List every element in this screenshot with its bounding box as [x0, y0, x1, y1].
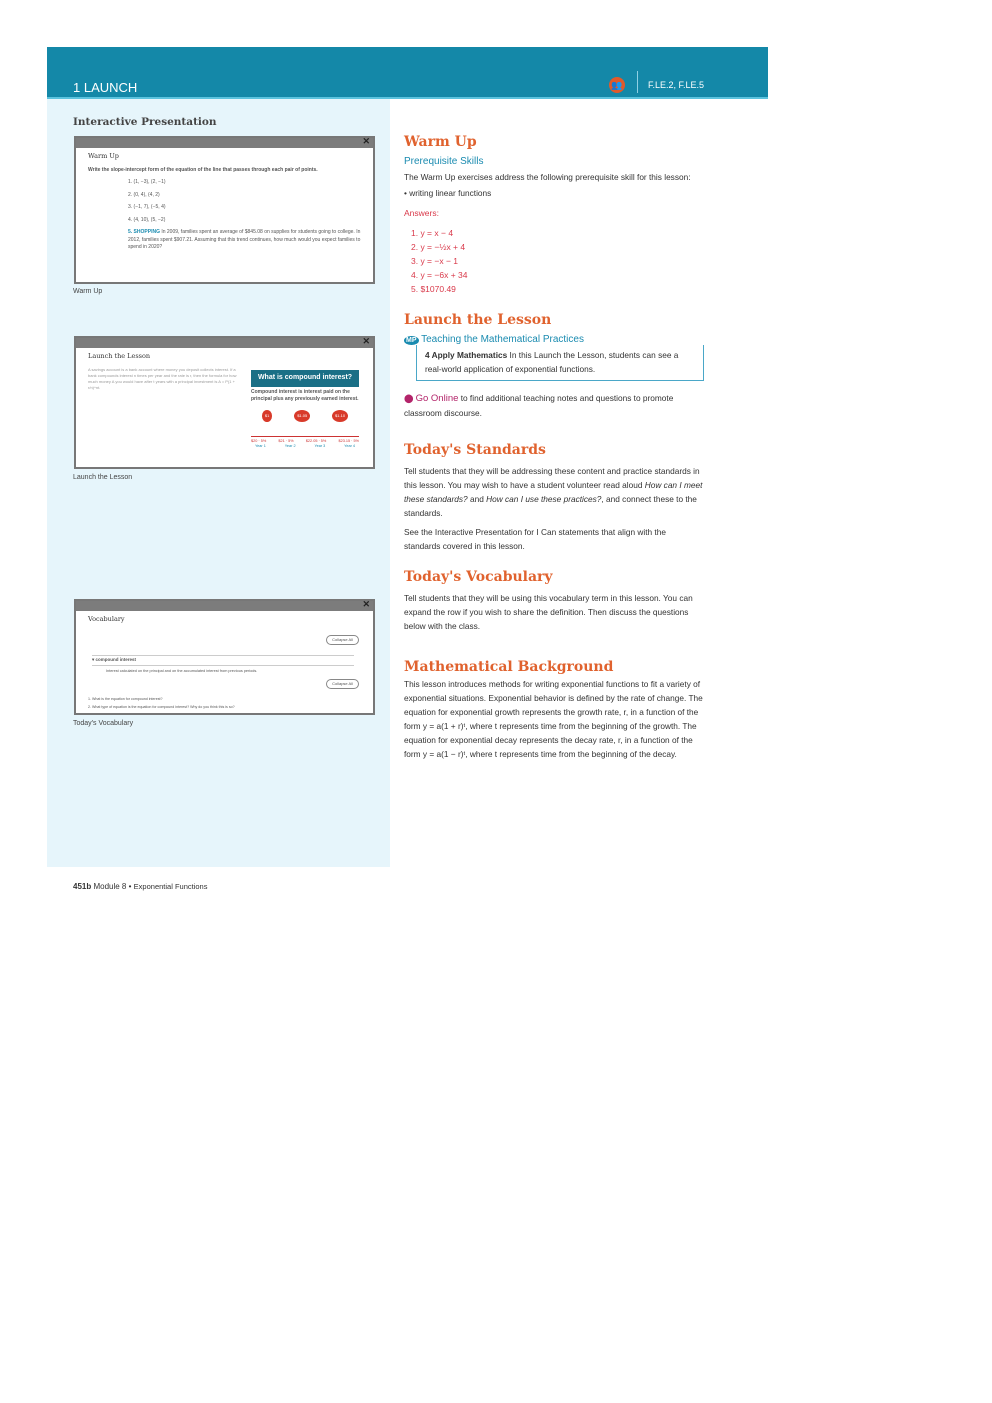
- mp-box: [416, 345, 704, 381]
- instructions: Write the slope-intercept form of the equation of the line that passes through each pair of points.: [88, 166, 318, 173]
- section-title: 1 LAUNCH: [73, 80, 138, 95]
- background-heading: Mathematical Background: [404, 659, 614, 675]
- teacher-notes: [404, 134, 704, 766]
- panel-heading: Interactive Presentation: [73, 116, 217, 128]
- answer: 2. y = −½x + 4: [411, 242, 466, 252]
- year: Year 2: [284, 444, 296, 449]
- mp-title: Teaching the Mathematical Practices: [421, 334, 584, 345]
- group-icon: 👥: [609, 77, 625, 93]
- amount: $22.05 · 5%: [305, 438, 327, 443]
- close-icon: ✕: [362, 599, 370, 609]
- caption: Warm Up: [73, 288, 103, 295]
- launch-text: A savings account is a bank account where money you deposit collects interest. If a bank compounds interest n times per year and the rate is r, then the formula for how much money A you would have after t years with a principal investment is A = P(1 + r/n)^nt.: [88, 366, 237, 390]
- amount: $21 · 5%: [278, 438, 294, 443]
- standards-codes: F.LE.2, F.LE.5: [648, 80, 705, 90]
- banner: What is compound interest?: [251, 370, 359, 387]
- warmup-screenshot: [74, 136, 375, 284]
- question: 2. What type of equation is the equation for compound interest? Why do you think this is so?: [88, 705, 235, 709]
- question: 1. What is the equation for compound interest?: [88, 697, 163, 701]
- list-item: 1. (1, −3), (2, −1): [128, 179, 166, 186]
- amount: $20 · 5%: [251, 438, 267, 443]
- paragraph: This lesson introduces methods for writing exponential functions to fit a variety of exponential situations. Exponential behavior is defined by the rate of change. The equation for exponential growth represents the growth rate, r, in a function of the form y = a(1 + r)ᵗ, where t represents time from the beginning of the growth. The equation for exponential decay represents the decay rate, r, in a function of the form y = a(1 − r)ᵗ, where t represents time from the beginning of the decay.: [404, 679, 703, 759]
- definition: Compound interest is interest paid on the principal plus any previously earned interest.: [251, 388, 359, 402]
- go-online-link[interactable]: Go Online: [415, 393, 459, 404]
- coin-icon: $1.10: [332, 410, 348, 422]
- year: Year 4: [344, 444, 355, 449]
- cursor-icon: ⬤: [404, 393, 414, 403]
- list-item: 4. (4, 10), (5, −2): [128, 216, 166, 223]
- collapse-all-button[interactable]: Collapse All: [326, 679, 359, 689]
- collapse-all-button[interactable]: Collapse All: [326, 635, 359, 645]
- vocabulary-screenshot: [74, 599, 375, 715]
- divider: [637, 71, 638, 93]
- paragraph: Tell students that they will be using this vocabulary term in this lesson. You can expand the row if you wish to share the definition. Then discuss the questions below with the class.: [404, 593, 693, 631]
- text: and: [467, 494, 487, 504]
- module-title: Exponential Functions: [133, 882, 208, 891]
- page-footer: [73, 882, 207, 891]
- mp-icon: MP: [406, 337, 417, 344]
- screen-title: Launch the Lesson: [88, 352, 151, 360]
- vocab-definition: Interest calculated on the principal and on the accumulated interest from previous periods.: [106, 669, 258, 673]
- item-label: 5. SHOPPING: [128, 229, 160, 236]
- list-item: 3. (−1, 7), (−5, 4): [128, 204, 166, 211]
- caption: Launch the Lesson: [73, 474, 133, 481]
- text: Tell students that they will be addressing these content and practice standards in this lesson. You may wish to have a student volunteer read aloud: [404, 466, 700, 490]
- close-icon: ✕: [362, 136, 370, 146]
- answer: 5. $1070.49: [411, 284, 456, 294]
- launch-screenshot: [74, 336, 375, 469]
- paragraph: See the Interactive Presentation for I Can statements that align with the standards covered in this lesson.: [404, 527, 666, 551]
- text: How can I use these practices?: [486, 494, 602, 504]
- screen-title: Warm Up: [88, 152, 119, 160]
- section-header: [47, 47, 768, 99]
- separator: •: [128, 882, 132, 891]
- text: , and connect these to the standards.: [404, 494, 697, 518]
- answer: 4. y = −6x + 34: [411, 270, 468, 280]
- text: How can I meet these standards?: [404, 480, 703, 504]
- coin-icon: $1: [262, 410, 272, 422]
- year: Year 3: [314, 444, 326, 449]
- mp-text: In this Launch the Lesson, students can see a real-world application of exponential functions.: [425, 350, 679, 374]
- caption: Today's Vocabulary: [73, 720, 134, 727]
- warmup-heading: Warm Up: [404, 134, 477, 150]
- answers-label: Answers:: [404, 208, 439, 218]
- close-icon: ✕: [362, 336, 370, 346]
- mp-label: 4 Apply Mathematics: [425, 350, 508, 360]
- vocab-row[interactable]: ▾ compound interest: [92, 655, 354, 666]
- list-item: In 2009, families spent an average of $845.08 on supplies for students going to college. In 2012, families spent $907.21. Assuming that this trend continues, how much would you expect families to spend in 2020?: [128, 229, 361, 251]
- launch-heading: Launch the Lesson: [404, 312, 552, 328]
- vocab-term: compound interest: [95, 657, 137, 662]
- paragraph: The Warm Up exercises address the following prerequisite skill for this lesson:: [404, 172, 691, 182]
- amount: $23.15 · 5%: [338, 438, 359, 443]
- bullet: • writing linear functions: [404, 188, 492, 198]
- list-item: 2. (0, 4), (4, 2): [128, 191, 160, 198]
- page-number: 451b: [73, 882, 92, 891]
- answer: 1. y = x − 4: [411, 228, 454, 238]
- standards-heading: Today's Standards: [404, 442, 546, 458]
- vocab-heading: Today's Vocabulary: [404, 569, 553, 585]
- prerequisite-heading: Prerequisite Skills: [404, 156, 484, 167]
- paragraph: to find additional teaching notes and questions to promote classroom discourse.: [404, 393, 674, 418]
- answer: 3. y = −x − 1: [411, 256, 459, 266]
- year: Year 1: [255, 444, 266, 449]
- screen-title: Vocabulary: [88, 615, 125, 623]
- module: Module 8: [93, 882, 127, 891]
- coin-icon: $1.05: [294, 410, 310, 422]
